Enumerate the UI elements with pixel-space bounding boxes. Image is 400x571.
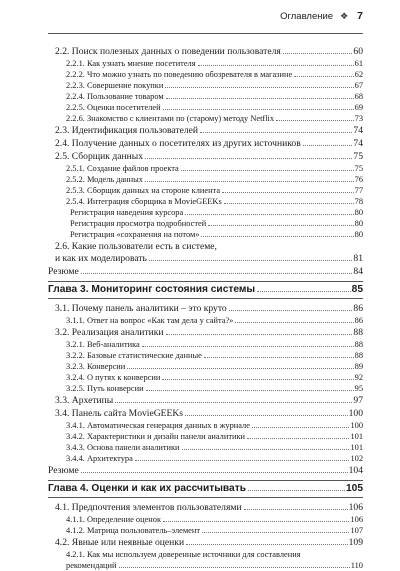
toc-entry-page: 100 — [350, 421, 363, 430]
toc-entry-page: 107 — [350, 526, 363, 535]
toc-entry-label: 2.2. Поиск полезных данных о поведении пользователя — [55, 46, 281, 57]
toc-entry-label: 3.2. Реализация аналитики — [55, 327, 164, 338]
dot-leader — [119, 567, 350, 568]
toc-entry-page: 74 — [353, 125, 363, 136]
dot-leader — [224, 203, 354, 204]
toc-entry[interactable] — [48, 196, 363, 207]
toc-entry[interactable] — [48, 91, 363, 102]
toc-entry-label: 2.4. Получение данных о посетителях из других источников — [55, 138, 301, 149]
toc-entry-page: 80 — [354, 208, 363, 217]
toc-entry-page: 101 — [350, 443, 363, 452]
toc-entry[interactable] — [48, 58, 363, 69]
toc-entry[interactable] — [48, 102, 363, 113]
toc-entry[interactable] — [48, 464, 363, 477]
toc-entry[interactable] — [48, 383, 363, 394]
toc-entry[interactable] — [48, 350, 363, 361]
page-number: 7 — [357, 10, 363, 22]
toc-entry-page: 86 — [354, 316, 363, 325]
toc-entry[interactable] — [48, 302, 363, 315]
dot-leader — [222, 192, 354, 193]
dot-leader — [303, 145, 353, 146]
dot-leader — [127, 368, 353, 369]
toc-entry[interactable] — [48, 453, 363, 464]
toc-entry-page: 69 — [354, 103, 363, 112]
toc-entry-label: 3.2.2. Базовые статистические данные — [66, 351, 202, 360]
toc-entry-page: 110 — [350, 561, 363, 570]
toc-entry[interactable] — [48, 431, 363, 442]
toc-entry-label: 3.4.4. Архитектура — [66, 454, 133, 463]
toc-entry[interactable] — [48, 407, 363, 420]
dot-leader — [247, 438, 349, 439]
toc-entry[interactable] — [48, 150, 363, 163]
toc-entry[interactable] — [48, 80, 363, 91]
toc-entry-label: 2.2.3. Совершение покупки — [66, 81, 164, 90]
toc-entry-page: 75 — [353, 151, 363, 162]
toc-entry-label: рекомендаций — [66, 561, 117, 570]
dot-leader — [162, 379, 353, 380]
toc-entry-label: 2.5.4. Интеграция сборщика в MovieGEEKs — [66, 197, 222, 206]
toc-entry-page: 76 — [354, 175, 363, 184]
toc-entry-page: 85 — [351, 284, 363, 295]
toc-entry[interactable] — [48, 339, 363, 350]
toc-entry-page: 73 — [354, 114, 363, 123]
toc-entry-label: и как их моделировать — [55, 253, 147, 264]
dot-leader — [248, 490, 345, 491]
dot-leader — [201, 236, 353, 237]
toc-entry-label: 3.2.1. Веб-аналитика — [66, 340, 140, 349]
toc-entry[interactable] — [48, 240, 363, 253]
toc-chapter-entry[interactable] — [48, 281, 363, 299]
dot-leader — [198, 65, 354, 66]
dot-leader — [283, 53, 353, 54]
toc-entry-page: 60 — [353, 46, 363, 57]
dot-leader — [208, 225, 353, 226]
toc-entry-page: 84 — [353, 266, 363, 277]
toc-entry[interactable] — [48, 253, 363, 265]
toc-entry-label: 3.3. Архетипы — [55, 395, 114, 406]
toc-entry-page: 101 — [350, 432, 363, 441]
dot-leader — [185, 415, 348, 416]
toc-entry-label: 3.4.1. Автоматическая генерация данных в журнале — [66, 421, 250, 430]
running-header-title: Оглавление — [280, 10, 334, 22]
toc-entry-label: 4.1.2. Матрица пользователь–элемент — [66, 526, 201, 535]
toc-entry[interactable] — [48, 372, 363, 383]
toc-entry[interactable] — [48, 137, 363, 150]
toc-entry[interactable] — [48, 560, 363, 571]
toc-entry-page: 105 — [346, 483, 363, 494]
dot-leader — [229, 310, 353, 311]
toc-entry[interactable] — [48, 536, 363, 549]
toc-entry[interactable] — [48, 514, 363, 525]
ornament-icon: ❖ — [340, 10, 349, 21]
toc-entry[interactable] — [48, 525, 363, 536]
toc-entry-page: 61 — [354, 59, 363, 68]
toc-entry[interactable] — [48, 124, 363, 137]
toc-entry-page: 68 — [354, 92, 363, 101]
dot-leader — [200, 132, 352, 133]
toc-entry-label: Резюме — [48, 266, 79, 277]
toc-entry-label: 3.2.4. О путях к конверсии — [66, 373, 161, 382]
toc-entry-label: 2.2.4. Пользование товаром — [66, 92, 164, 101]
toc-entry[interactable] — [48, 501, 363, 514]
dot-leader — [252, 427, 349, 428]
toc-entry-page: 106 — [350, 515, 363, 524]
toc-entry-page: 95 — [354, 384, 363, 393]
toc-entry-label: 3.4.3. Основа панели аналитики — [66, 443, 180, 452]
dot-leader — [235, 322, 353, 323]
toc-entry[interactable] — [48, 45, 363, 58]
toc-entry-page: 74 — [353, 138, 363, 149]
toc-entry[interactable] — [48, 229, 363, 240]
dot-leader — [146, 390, 354, 391]
toc-entry-page: 89 — [354, 362, 363, 371]
toc-entry[interactable] — [48, 163, 363, 174]
toc-entry-label: 2.6. Какие пользователи есть в системе, — [55, 241, 217, 252]
toc-entry-label: 2.2.5. Оценки посетителей — [66, 103, 161, 112]
toc-entry[interactable] — [48, 265, 363, 278]
toc-entry-page: 88 — [354, 340, 363, 349]
toc-entry-label: 2.2.2. Что можно узнать по поведению обозревателя в магазине — [66, 70, 293, 79]
toc-entry-page: 80 — [354, 219, 363, 228]
toc-entry-page: 97 — [353, 395, 363, 406]
toc-entry-label: 2.2.1. Как узнать мнение посетителя — [66, 59, 196, 68]
dot-leader — [149, 260, 352, 261]
toc-entry-page: 78 — [354, 197, 363, 206]
dot-leader — [186, 544, 348, 545]
toc-entry-page: 100 — [348, 408, 363, 419]
dot-leader — [166, 98, 354, 99]
toc-entry-label: 2.5. Сборщик данных — [55, 151, 144, 162]
toc-entry-label: 4.1. Предпочтения элементов пользователями — [55, 502, 242, 513]
toc-entry-label: 3.1.1. Ответ на вопрос «Как там дела у сайта?» — [66, 316, 234, 325]
toc-entry-page: 75 — [354, 164, 363, 173]
toc-entry[interactable] — [48, 394, 363, 407]
toc-entry[interactable] — [48, 185, 363, 196]
dot-leader — [115, 402, 352, 403]
toc-entry-page: 92 — [354, 373, 363, 382]
toc-entry[interactable] — [48, 420, 363, 431]
toc-entry[interactable] — [48, 442, 363, 453]
dot-leader — [135, 460, 350, 461]
toc-entry-label: 3.2.5. Путь конверсии — [66, 384, 144, 393]
toc-entry-label: 3.1. Почему панель аналитики – это круто — [55, 303, 227, 314]
dot-leader — [204, 357, 354, 358]
header-rule — [48, 33, 363, 34]
table-of-contents — [48, 45, 363, 571]
toc-entry-page: 109 — [348, 537, 363, 548]
toc-entry-page: 88 — [354, 351, 363, 360]
toc-entry[interactable] — [48, 361, 363, 372]
toc-entry[interactable] — [48, 69, 363, 80]
toc-entry-page: 62 — [354, 70, 363, 79]
toc-entry-label: Регистрация просмотра подробностей — [70, 219, 207, 228]
dot-leader — [163, 521, 349, 522]
dot-leader — [166, 334, 353, 335]
dot-leader — [163, 109, 354, 110]
toc-entry[interactable] — [48, 207, 363, 218]
toc-entry-label: Регистрация «сохранения на потом» — [70, 230, 200, 239]
dot-leader — [81, 472, 348, 473]
toc-entry[interactable] — [48, 326, 363, 339]
toc-entry-label: 4.1.1. Определение оценок — [66, 515, 162, 524]
dot-leader — [145, 158, 352, 159]
dot-leader — [182, 449, 350, 450]
dot-leader — [202, 532, 349, 533]
dot-leader — [145, 181, 354, 182]
toc-entry-page: 106 — [348, 502, 363, 513]
toc-entry[interactable] — [48, 549, 363, 560]
toc-entry-label: 4.2.1. Как мы используем доверенные источники для составления — [66, 550, 301, 559]
toc-entry-label: 2.2.6. Знакомство с клиентами по (старому) методу Netflix — [66, 114, 275, 123]
dot-leader — [142, 346, 354, 347]
dot-leader — [257, 291, 351, 292]
toc-entry-label: Резюме — [48, 465, 79, 476]
toc-entry[interactable] — [48, 315, 363, 326]
toc-entry-label: 3.2.3. Конверсии — [66, 362, 126, 371]
dot-leader — [294, 76, 353, 77]
dot-leader — [244, 509, 348, 510]
toc-entry-page: 67 — [354, 81, 363, 90]
toc-entry-label: 2.5.3. Сборщик данных на стороне клиента — [66, 186, 221, 195]
running-header — [48, 9, 363, 23]
toc-entry-page: 86 — [353, 303, 363, 314]
toc-entry-label: 2.5.2. Модель данных — [66, 175, 143, 184]
toc-entry-page: 77 — [354, 186, 363, 195]
toc-entry-label: 3.4. Панель сайта MovieGEEKs — [55, 408, 184, 419]
toc-entry-page: 104 — [348, 465, 363, 476]
toc-entry-label: 2.5.1. Создание файлов проекта — [66, 164, 179, 173]
dot-leader — [276, 120, 354, 121]
toc-entry-label: 4.2. Явные или неявные оценки — [55, 537, 185, 548]
toc-entry-label: Регистрация наведения курсора — [70, 208, 184, 217]
toc-entry[interactable] — [48, 174, 363, 185]
toc-entry-page: 81 — [353, 253, 363, 264]
toc-entry-label: Глава 3. Мониторинг состояния системы — [48, 284, 256, 295]
toc-chapter-entry[interactable] — [48, 480, 363, 498]
toc-entry-label: 2.3. Идентификация пользователей — [55, 125, 199, 136]
toc-entry-label: Глава 4. Оценки и как их рассчитывать — [48, 483, 246, 494]
toc-entry-label: 3.4.2. Характеристики и дизайн панели аналитики — [66, 432, 246, 441]
toc-entry-page: 80 — [354, 230, 363, 239]
dot-leader — [81, 273, 353, 274]
dot-leader — [181, 170, 354, 171]
dot-leader — [165, 87, 353, 88]
toc-entry[interactable] — [48, 113, 363, 124]
toc-entry-page: 88 — [353, 327, 363, 338]
toc-entry-page: 102 — [350, 454, 363, 463]
dot-leader — [185, 214, 353, 215]
toc-entry[interactable] — [48, 218, 363, 229]
